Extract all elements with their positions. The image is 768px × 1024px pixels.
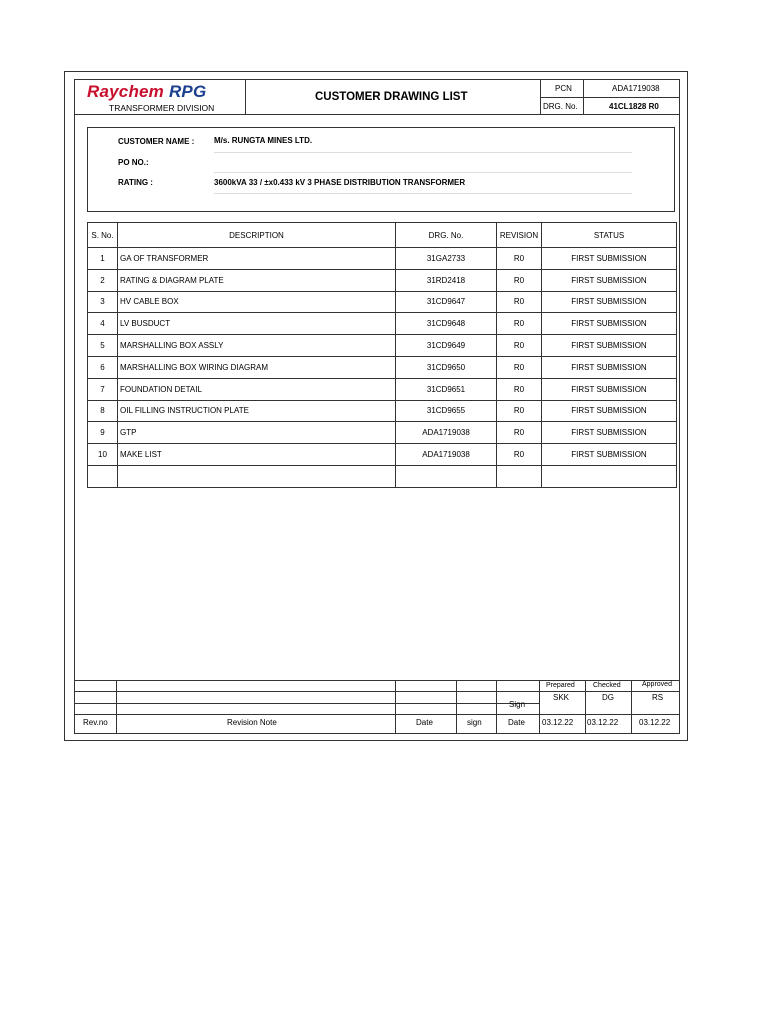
- division-label: TRANSFORMER DIVISION: [109, 103, 215, 113]
- cell-description: MARSHALLING BOX ASSLY: [118, 335, 396, 357]
- cell-status: FIRST SUBMISSION: [542, 248, 677, 270]
- po-label: PO NO.:: [118, 158, 149, 167]
- rating-label: RATING :: [118, 178, 153, 187]
- cell-sno: 1: [88, 248, 118, 270]
- prepared-label: Prepared: [546, 682, 575, 689]
- prepared-date: 03.12.22: [542, 718, 574, 727]
- cell-sno: 6: [88, 356, 118, 378]
- col-header-revision: REVISION: [497, 223, 542, 248]
- cell-sno: 5: [88, 335, 118, 357]
- cell-status: FIRST SUBMISSION: [542, 422, 677, 444]
- cell-revision: R0: [497, 269, 542, 291]
- cell-sno: 3: [88, 291, 118, 313]
- cell-description: RATING & DIAGRAM PLATE: [118, 269, 396, 291]
- customer-info-box: [87, 127, 675, 212]
- table-row: [88, 356, 677, 378]
- rating-value: 3600kVA 33 / ±x0.433 kV 3 PHASE DISTRIBUTION TRANSFORMER: [214, 178, 466, 187]
- cell-revision: R0: [497, 335, 542, 357]
- company-logo: [87, 82, 206, 102]
- cell-drg-no: 31CD9647: [396, 291, 497, 313]
- checked-date: 03.12.22: [587, 718, 619, 727]
- cell-revision: R0: [497, 378, 542, 400]
- cell-revision: [497, 465, 542, 487]
- cell-status: FIRST SUBMISSION: [542, 291, 677, 313]
- cell-revision: R0: [497, 422, 542, 444]
- cell-status: FIRST SUBMISSION: [542, 356, 677, 378]
- cell-sno: [88, 465, 118, 487]
- cell-drg-no: 31RD2418: [396, 269, 497, 291]
- drawing-list-table: [87, 222, 677, 488]
- cell-description: MAKE LIST: [118, 444, 396, 466]
- table-row: [88, 313, 677, 335]
- table-row: [88, 269, 677, 291]
- date-label: Date: [416, 718, 433, 727]
- cell-drg-no: 31CD9648: [396, 313, 497, 335]
- cell-description: [118, 465, 396, 487]
- col-header-description: DESCRIPTION: [118, 223, 396, 248]
- pcn-value: ADA1719038: [612, 84, 660, 93]
- table-row: [88, 444, 677, 466]
- cell-sno: 4: [88, 313, 118, 335]
- cell-sno: 9: [88, 422, 118, 444]
- col-header-sno: S. No.: [88, 223, 118, 248]
- logo-accent-text: RPG: [168, 82, 207, 101]
- cell-drg-no: 31CD9651: [396, 378, 497, 400]
- cell-sno: 2: [88, 269, 118, 291]
- cell-status: FIRST SUBMISSION: [542, 313, 677, 335]
- cell-sno: 7: [88, 378, 118, 400]
- table-row: [88, 378, 677, 400]
- cell-revision: R0: [497, 400, 542, 422]
- cell-revision: R0: [497, 248, 542, 270]
- approved-sign: RS: [652, 693, 664, 702]
- sign-label: Sign: [509, 700, 526, 709]
- pcn-label: PCN: [555, 84, 572, 93]
- cell-drg-no: 31CD9655: [396, 400, 497, 422]
- cell-description: FOUNDATION DETAIL: [118, 378, 396, 400]
- table-row: [88, 248, 677, 270]
- cell-drg-no: 31CD9650: [396, 356, 497, 378]
- approved-date: 03.12.22: [639, 718, 671, 727]
- cell-drg-no: 31CD9649: [396, 335, 497, 357]
- logo-main-text: Raychem: [87, 82, 164, 101]
- cell-status: FIRST SUBMISSION: [542, 335, 677, 357]
- sheet-inner-border: [74, 79, 680, 734]
- drg-label: DRG. No.: [543, 102, 578, 111]
- cell-description: GA OF TRANSFORMER: [118, 248, 396, 270]
- cell-drg-no: 31GA2733: [396, 248, 497, 270]
- cell-drg-no: ADA1719038: [396, 422, 497, 444]
- cell-description: MARSHALLING BOX WIRING DIAGRAM: [118, 356, 396, 378]
- cell-status: FIRST SUBMISSION: [542, 444, 677, 466]
- cell-description: OIL FILLING INSTRUCTION PLATE: [118, 400, 396, 422]
- cell-drg-no: [396, 465, 497, 487]
- table-row: [88, 422, 677, 444]
- cell-sno: 8: [88, 400, 118, 422]
- date-row-label: Date: [508, 718, 525, 727]
- cell-status: FIRST SUBMISSION: [542, 400, 677, 422]
- cell-status: [542, 465, 677, 487]
- table-row: [88, 335, 677, 357]
- rev-no-label: Rev.no: [83, 718, 108, 727]
- cell-status: FIRST SUBMISSION: [542, 269, 677, 291]
- cell-status: FIRST SUBMISSION: [542, 378, 677, 400]
- cell-description: LV BUSDUCT: [118, 313, 396, 335]
- table-row: [88, 291, 677, 313]
- cell-description: GTP: [118, 422, 396, 444]
- customer-name-value: M/s. RUNGTA MINES LTD.: [214, 136, 313, 145]
- revision-note-label: Revision Note: [227, 718, 277, 727]
- table-header-row: [88, 223, 677, 248]
- customer-name-label: CUSTOMER NAME :: [118, 137, 195, 146]
- checked-sign: DG: [602, 693, 614, 702]
- cell-revision: R0: [497, 313, 542, 335]
- cell-revision: R0: [497, 291, 542, 313]
- cell-drg-no: ADA1719038: [396, 444, 497, 466]
- sign-column-label: sign: [467, 718, 482, 727]
- table-row: [88, 465, 677, 487]
- drawing-sheet: [64, 71, 688, 741]
- page-title: CUSTOMER DRAWING LIST: [315, 91, 468, 103]
- header-block: [75, 80, 679, 115]
- approved-label: Approved: [642, 681, 672, 688]
- drg-value: 41CL1828 R0: [609, 102, 659, 111]
- cell-description: HV CABLE BOX: [118, 291, 396, 313]
- col-header-status: STATUS: [542, 223, 677, 248]
- col-header-drg-no: DRG. No.: [396, 223, 497, 248]
- cell-sno: 10: [88, 444, 118, 466]
- prepared-sign: SKK: [553, 693, 570, 702]
- checked-label: Checked: [593, 682, 621, 689]
- table-row: [88, 400, 677, 422]
- cell-revision: R0: [497, 444, 542, 466]
- revision-block: [75, 680, 679, 733]
- cell-revision: R0: [497, 356, 542, 378]
